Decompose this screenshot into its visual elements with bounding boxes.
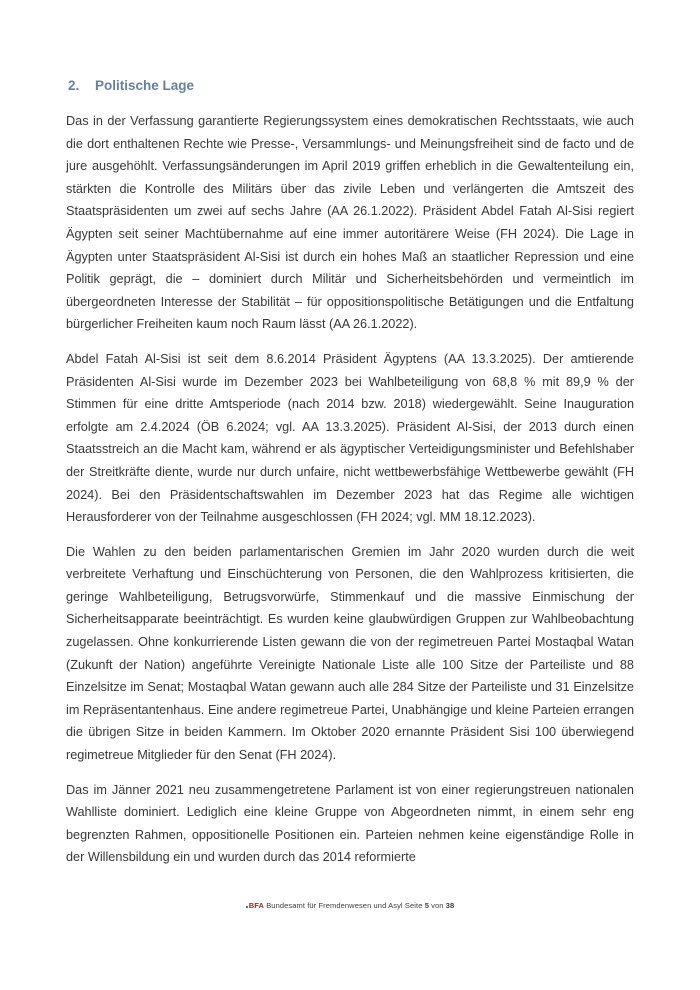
bfa-logo-dot-icon (246, 906, 248, 908)
footer-of-label: von (431, 901, 444, 910)
section-body (66, 110, 634, 869)
section-heading (68, 78, 634, 93)
footer-page-label: Seite (404, 901, 423, 910)
bfa-logo: BFA (248, 901, 265, 910)
footer-total-pages: 38 (445, 901, 455, 910)
paragraph-parliament-2021: Das im Jänner 2021 neu zusammengetretene Parlament ist von einer regierungstreuen nationalen Wahlliste dominiert. Lediglich eine kleine Gruppe von Abgeordneten nimmt, in einem sehr eng begrenzten Rahmen, oppositionelle Positionen ein. Parteien nehmen keine eigenständige Rolle in der Willensbildung ein und wurden durch das 2014 reformierte (66, 782, 634, 865)
paragraph-parliament-elections-2020: Die Wahlen zu den beiden parlamentarischen Gremien im Jahr 2020 wurden durch die weit verbreitete Verhaftung und Einschüchterung von Personen, die den Wahlprozess kritisierten, die geringe Wahlbeteiligung, Betrugsvorwürfe, Stimmenkauf und die massive Einmischung der Sicherheitsapparate beeinträchtigt. Es wurden keine glaubwürdigen Gruppen zur Wahlbeobachtung zugelassen. Ohne konkurrierende Listen gewann die von der regimetreuen Partei Mostaqbal Watan (Zukunft der Nation) angeführte Vereinigte Nationale Liste alle 100 Sitze der Parteiliste und 88 Einzelsitze im Senat; Mostaqbal Watan gewann auch alle 284 Sitze der Parteiliste und 31 Einzelsitze im Repräsentantenhaus. Eine andere regimetreue Partei, Unabhängige und kleine Parteien errangen die übrigen Sitze in beiden Kammern. Im Oktober 2020 ernannte Präsident Sisi 100 überwiegend regimetreue Mitglieder für den Senat (FH 2024). (66, 544, 634, 763)
section-title: Politische Lage (95, 78, 195, 93)
paragraph-constitution: Das in der Verfassung garantierte Regierungssystem eines demokratischen Rechtsstaats, wie auch die dort enthaltenen Rechte wie Presse-, Versammlungs- und Meinungsfreiheit sind de facto und de jure ausgehöhlt. Verfassungsänderungen im April 2019 griffen erheblich in die Gewaltenteilung ein, stärkten die Kontrolle des Militärs über das zivile Leben und verlängerten die Amtszeit des Staatspräsidenten um zwei auf sechs Jahre (AA 26.1.2022). Präsident Abdel Fatah Al-Sisi regiert Ägypten seit seiner Machtübernahme auf eine immer autoritärere Weise (FH 2024). Die Lage in Ägypten unter Staatspräsident Al-Sisi ist durch ein hohes Maß an staatlicher Repression und eine Politik geprägt, die – dominiert durch Militär und Sicherheitsbehörden und vermeintlich im übergeordneten Interesse der Stabilität – für oppositionspolitische Betätigungen und die Entfaltung bürgerlicher Freiheiten kaum noch Raum lässt (AA 26.1.2022). (66, 114, 634, 332)
footer-page-number: 5 (424, 901, 429, 910)
paragraph-president-election: Abdel Fatah Al-Sisi ist seit dem 8.6.2014 Präsident Ägyptens (AA 13.3.2025). Der amtierende Präsidenten Al-Sisi wurde im Dezember 2023 bei Wahlbeteiligung von 68,8 % mit 89,9 % der Stimmen für eine dritte Amtsperiode (nach 2014 bzw. 2018) wiedergewählt. Seine Inauguration erfolgte am 2.4.2024 (ÖB 6.2024; vgl. AA 13.3.2025). Präsident Al-Sisi, der 2013 durch einen Staatsstreich an die Macht kam, während er als ägyptischer Verteidigungsminister und Befehlshaber der Streitkräfte diente, wurde nur durch unfaire, nicht wettbewerbsfähige Wettbewerbe gewählt (FH 2024). Bei den Präsidentschaftswahlen im Dezember 2023 hat das Regime alle wichtigen Herausforderer von der Teilnahme ausgeschlossen (FH 2024; vgl. MM 18.12.2023). (66, 351, 634, 525)
footer-organization: Bundesamt für Fremdenwesen und Asyl (266, 901, 403, 910)
section-number: 2. (68, 78, 80, 93)
page-footer (0, 901, 700, 910)
